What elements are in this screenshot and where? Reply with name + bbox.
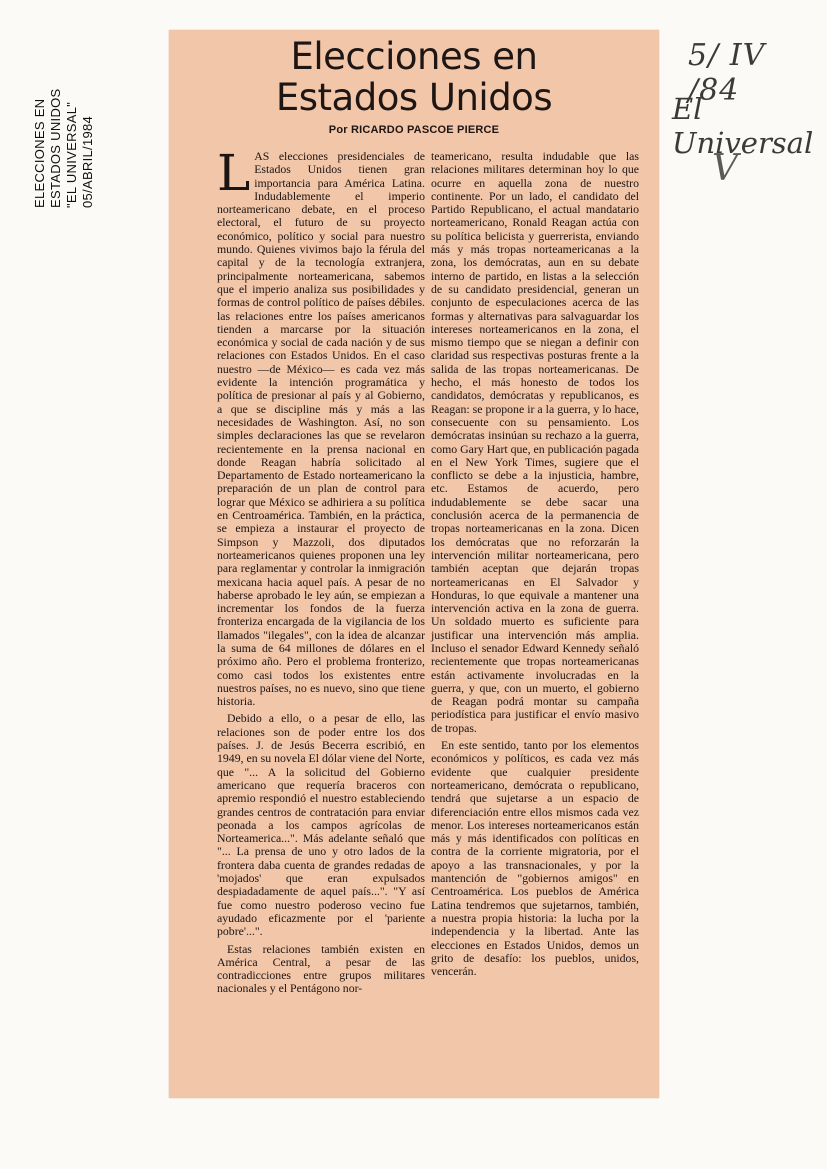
paragraph-5: En este sentido, tanto por los elementos económicos y políticos, es cada vez más evidente que cualquier presidente norteamericano, demócrata o republicano, tendrá que sujetarse a un espacio de diferenciación entre ellos mismos cada vez menor. Los intereses norteamericanos están más y más identificados con políticas en contra de la corriente migratoria, por el apoyo a las transnacionales, y por la mantención de "gobiernos amigos" en Centroamérica. Los pueblos de América Latina tendremos que sujetarnos, también, a nuestra propia historia: la lucha por la independencia y la libertad. Ante las elecciones en Estados Unidos, demos un grito de desafío: los pueblos, unidos, vencerán. [431, 738, 639, 979]
paragraph-2: Debido a ello, o a pesar de ello, las relaciones son de poder entre los dos países. J. de Jesús Becerra escribió, en 1949, en su novela El dólar viene del Norte, que "... A la solicitud del Gobierno americano que requería braceros con apremio respondió el nuestro estableciendo grandes centros de contratación para enviar peonada a los campos agrícolas de Norteamerica...". Más adelante señaló que "... La prensa de uno y otro lados de la frontera daba cuenta de grandes redadas de 'mojados' que eran expulsados despiadadamente de aquel país...". "Y así fue como nuestro poderoso vecino fue ayudado eficazmente por el 'pariente pobre'...". [217, 711, 425, 939]
paragraph-1-text: AS elecciones presidenciales de Estados Unidos tienen gran importancia para América Latina. Indudablemente el imperio norteamericano debate, en el proceso electoral, el futuro de su proyecto económico, político y social para nuestro mundo. Quienes vivimos bajo la férula del capital y de la tecnología extranjera, principalmente norteamericana, sabemos que el imperio analiza sus posibilidades y formas de control político de países débiles. las relaciones entre los países americanos tienden a marcarse por la situación económica y social de cada nación y de sus relaciones con Estados Unidos. En el caso nuestro —de México— es cada vez más evidente la intención programática y política de presionar al país y al Gobierno, a que se discipline más y más a las necesidades de Washington. Así, no son simples declaraciones las que se revelaron recientemente en la prensa nacional en donde Reagan habría solicitado al Departamento de Estado norteamericano la preparación de un plan de control para lograr que México se adhiriera a su política en Centroamérica. También, en la práctica, se empieza a instaurar el proyecto de Simpson y Mazzoli, dos diputados norteamericanos quienes proponen una ley para reglamentar y controlar la inmigración mexicana hacia aquel país. A pesar de no haberse aprobado le ley aún, se empiezan a incrementar los fondos de la fuerza fronteriza encargada de la vigilancia de los llamados "ilegales", con la idea de alcanzar la suma de 64 millones de dólares en el próximo año. Pero el problema fronterizo, como casi todos los existentes entre nuestros países, no es nuevo, sino que tiene historia. [217, 149, 425, 709]
newspaper-clipping [169, 30, 659, 1098]
handwritten-date: 5/ IV /84 [688, 38, 766, 108]
side-label-line-1: ELECCIONES EN [32, 98, 47, 208]
article-column-right [431, 150, 639, 982]
side-label-line-3: "EL UNIVERSAL" [64, 101, 79, 208]
side-label-line-4: 05/ABRIL/1984 [80, 115, 95, 208]
side-label-line-2: ESTADOS UNIDOS [48, 88, 63, 208]
article-column-left [217, 144, 425, 1000]
article-headline [169, 36, 659, 118]
headline-line-1: Elecciones en [290, 35, 538, 78]
handwritten-newspaper-name: El Universal [672, 92, 814, 160]
headline-line-2: Estados Unidos [275, 76, 553, 119]
paragraph-1 [217, 144, 425, 709]
paragraph-3: Estas relaciones también existen en América Central, a pesar de las contradicciones entre grupos militares nacionales y el Pentágono nor- [217, 941, 425, 996]
drop-cap: L [217, 144, 251, 202]
handwritten-roman-numeral: V [712, 148, 738, 189]
article-byline: Por RICARDO PASCOE PIERCE [328, 124, 500, 136]
paragraph-4: teamericano, resulta indudable que las relaciones militares determinan hoy lo que ocurre en aquella zona de nuestro continente. Por un lado, el candidato del Partido Republicano, el actual mandatario norteamericano, Ronald Reagan actúa con su política belicista y guerrerista, enviando más y más tropas norteamericanas a la zona, los demócratas, aun en su debate interno de partido, en listas a la selección de su candidato presidencial, generan un conjunto de especulaciones acerca de las formas y alternativas para salvaguardar los intereses norteamericanos en la zona, el mismo tiempo que se niegan a definir con claridad sus respectivas posturas frente a la salida de las tropas norteamericanas. De hecho, el más honesto de todos los candidatos, demócratas y republicanos, es Reagan: se propone ir a la guerra, y lo hace, consecuente con su pensamiento. Los demócratas insinúan su rechazo a la guerra, como Gary Hart que, en publicación pagada en el New York Times, sugiere que el conflicto se debe a la injusticia, hambre, etc. Estamos de acuerdo, pero indudablemente se debe sacar una conclusión acerca de la permanencia de tropas norteamericanas en la zona. Dicen los demócratas que no reforzarán la intervención militar norteamericana, pero también aceptan que dejarán tropas norteamericanas en El Salvador y Honduras, lo que equivale a mantener una intervención activa en la zona de guerra. Un soldado muerto es suficiente para justificar una intervención más amplia. Incluso el senador Edward Kennedy señaló recientemente que tropas norteamericanas están activamente involucradas en la guerra, y que, con un muerto, el gobierno de Reagan podrá montar su campaña periodística para justificar el envío masivo de tropas. [431, 149, 640, 735]
archive-side-label [32, 68, 96, 208]
